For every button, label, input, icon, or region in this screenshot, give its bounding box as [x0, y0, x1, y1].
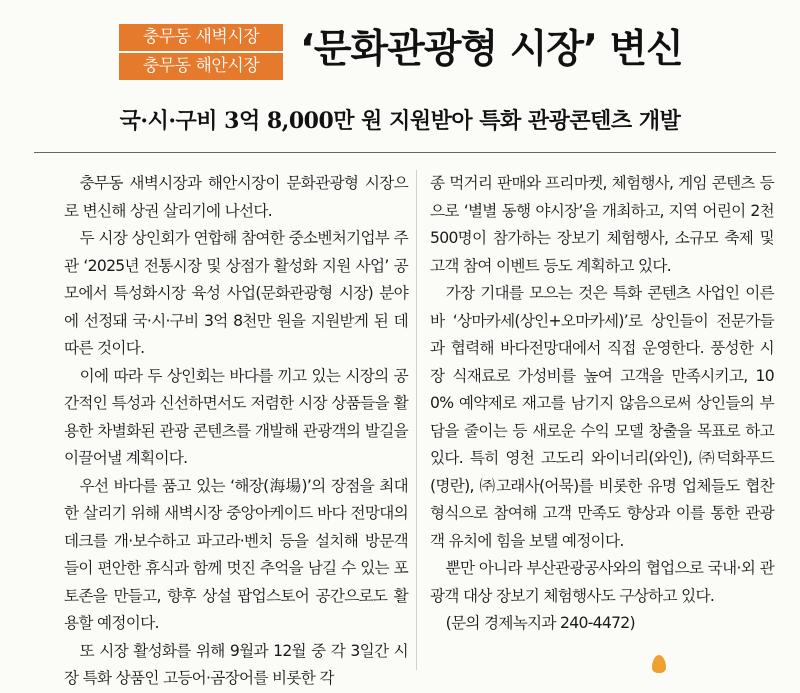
tag-group — [119, 24, 283, 80]
paragraph-continued: 종 먹거리 판매와 프리마켓, 체험행사, 게임 콘텐츠 등으로 ‘별별 동행 야시장’을 개최하고, 지역 어린이 2천500명이 참가하는 장보기 체험행사, 소규모 축제 및 고객 참여 이벤트 등도 계획하고 있다. — [430, 174, 774, 275]
tag-saebyeok-market: 충무동 새벽시장 — [119, 24, 283, 51]
header-rule — [34, 152, 776, 153]
article-column-right — [430, 170, 774, 638]
headline: ‘문화관광형 시장’ 변신 — [300, 27, 683, 72]
paragraph: 뿐만 아니라 부산관광공사와의 협업으로 국내·외 관광객 대상 장보기 체험행사도 구상하고 있다. — [430, 559, 774, 605]
paragraph: 또 시장 활성화를 위해 9월과 12월 중 각 3일간 시장 특화 상품인 고등어·곰장어를 비롯한 각 — [64, 641, 408, 687]
paragraph: 가장 기대를 모으는 것은 특화 콘텐츠 사업인 이른 바 ‘상마카세(상인+오마카세)’로 상인들이 전문가들과 협력해 바다전망대에서 직접 운영한다. 풍성한 시장 식재료로 가성비를 높여 고객을 만족시키고, 100% 예약제로 재고를 남기지 않음으로써 상인들의 부담을 줄이는 등 새로운 수익 모델 창출을 목표로 하고 있다. 특히 영천 고도리 와이너리(와인), ㈜덕화푸드(명란), ㈜고래사(어묵)를 비롯한 유명 업체들도 협찬 형식으로 참여해 고객 만족도 향상과 이를 통한 관광객 유치에 힘을 보탤 예정이다. — [430, 284, 774, 550]
article-column-left — [64, 170, 408, 693]
flame-icon — [652, 655, 666, 673]
paragraph: 우선 바다를 품고 있는 ‘해장(海場)’의 장점을 최대한 살리기 위해 새벽시장 중앙아케이드 바다 전망대의 데크를 개·보수하고 파고라·벤치 등을 설치해 방문객들이 편안한 휴식과 함께 멋진 추억을 남길 수 있는 포토존을 만들고, 향후 상설 팝업스토어 공간으로도 활용할 예정이다. — [64, 476, 408, 632]
column-divider — [416, 170, 417, 670]
tag-haean-market: 충무동 해안시장 — [119, 53, 283, 80]
contact-info: (문의 경제녹지과 240-4472) — [445, 614, 635, 632]
subheadline: 국·시·구비 3억 8,000만 원 지원받아 특화 관광콘텐츠 개발 — [119, 108, 681, 134]
paragraph: 이에 따라 두 상인회는 바다를 끼고 있는 시장의 공간적인 특성과 신선하면서도 저렴한 시장 상품들을 활용한 차별화된 관광 콘텐츠를 개발해 관광객의 발길을 이끌어낼 계획이다. — [64, 366, 408, 467]
paragraph: 두 시장 상인회가 연합해 참여한 중소벤처기업부 주관 ‘2025년 전통시장 및 상점가 활성화 지원 사업’ 공모에서 특성화시장 육성 사업(문화관광형 시장) 분야에 선정돼 국·시·구비 3억 8천만 원을 지원받게 된 데 따른 것이다. — [64, 229, 408, 357]
paragraph: 충무동 새벽시장과 해안시장이 문화관광형 시장으로 변신해 상권 살리기에 나선다. — [64, 174, 408, 220]
